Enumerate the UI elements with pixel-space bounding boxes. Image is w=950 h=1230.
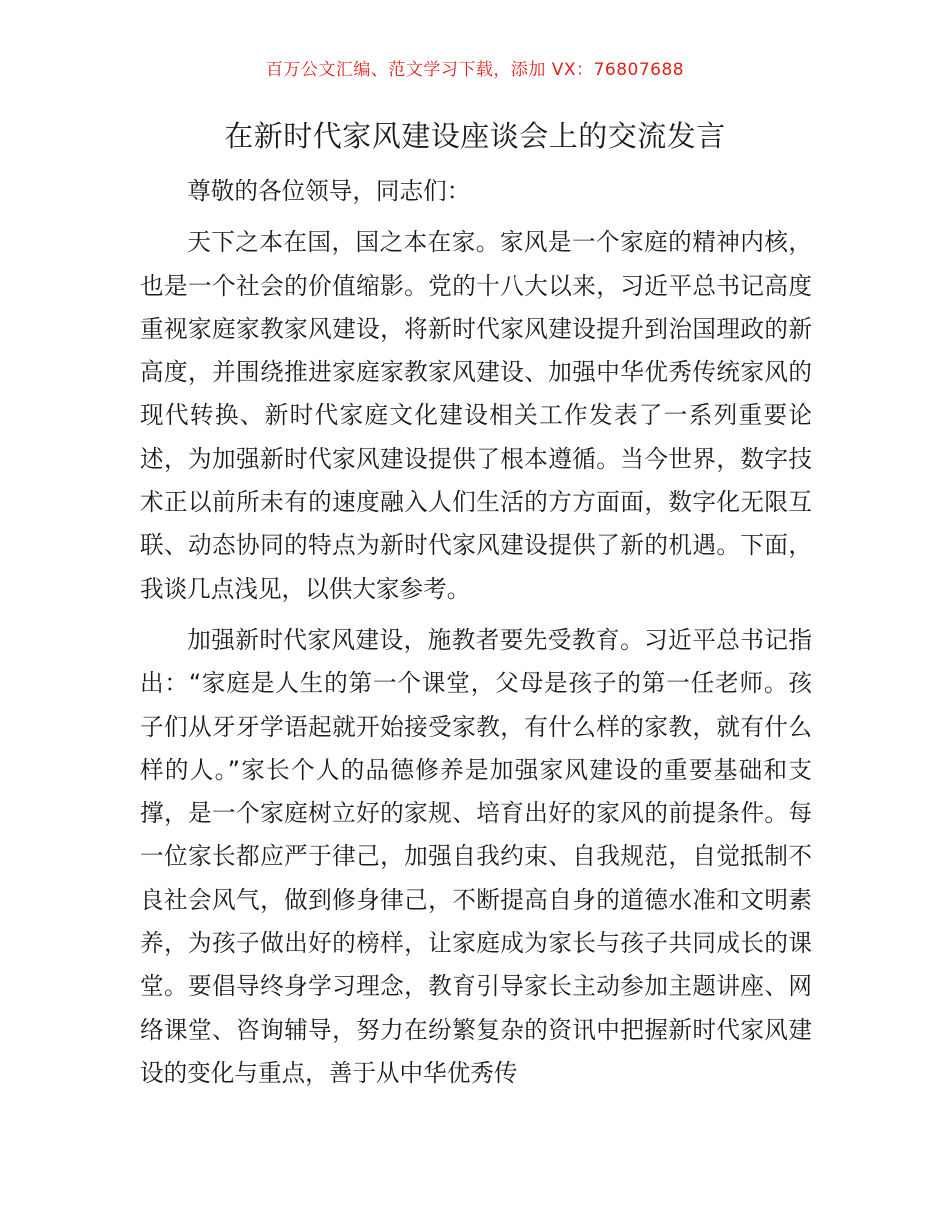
document-title: 在新时代家风建设座谈会上的交流发言 — [224, 119, 726, 153]
paragraph: 天下之本在国，国之本在家。家风是一个家庭的精神内核，也是一个社会的价值缩影。党的十八大以来，习近平总书记高度重视家庭家教家风建设，将新时代家风建设提升到治国理政的新高度，并围绕推进家庭家教家风建设、加强中华优秀传统家风的现代转换、新时代家庭文化建设相关工作发表了一系列重要论述，为加强新时代家风建设提供了根本遵循。当今世界，数字技术正以前所未有的速度融入人们生活的方方面面，数字化无限互联、动态协同的特点为新时代家风建设提供了新的机遇。下面，我谈几点浅见，以供大家参考。 — [140, 228, 812, 603]
document-body — [140, 170, 812, 1095]
header-watermark: 百万公文汇编、范文学习下载，添加 VX：76807688 — [265, 60, 685, 80]
salutation: 尊敬的各位领导，同志们： — [187, 177, 471, 205]
paragraph: 加强新时代家风建设，施教者要先受教育。习近平总书记指出：“家庭是人生的第一个课堂，父母是孩子的第一任老师。孩子们从牙牙学语起就开始接受家教，有什么样的家教，就有什么样的人。”家长个人的品德修养是加强家风建设的重要基础和支撑，是一个家庭树立好的家规、培育出好的家风的前提条件。每一位家长都应严于律己，加强自我约束、自我规范，自觉抵制不良社会风气，做到修身律己，不断提高自身的道德水准和文明素养，为孩子做出好的榜样，让家庭成为家长与孩子共同成长的课堂。要倡导终身学习理念，教育引导家长主动参加主题讲座、网络课堂、咨询辅导，努力在纷繁复杂的资讯中把握新时代家风建设的变化与重点，善于从中华优秀传 — [140, 625, 812, 1087]
